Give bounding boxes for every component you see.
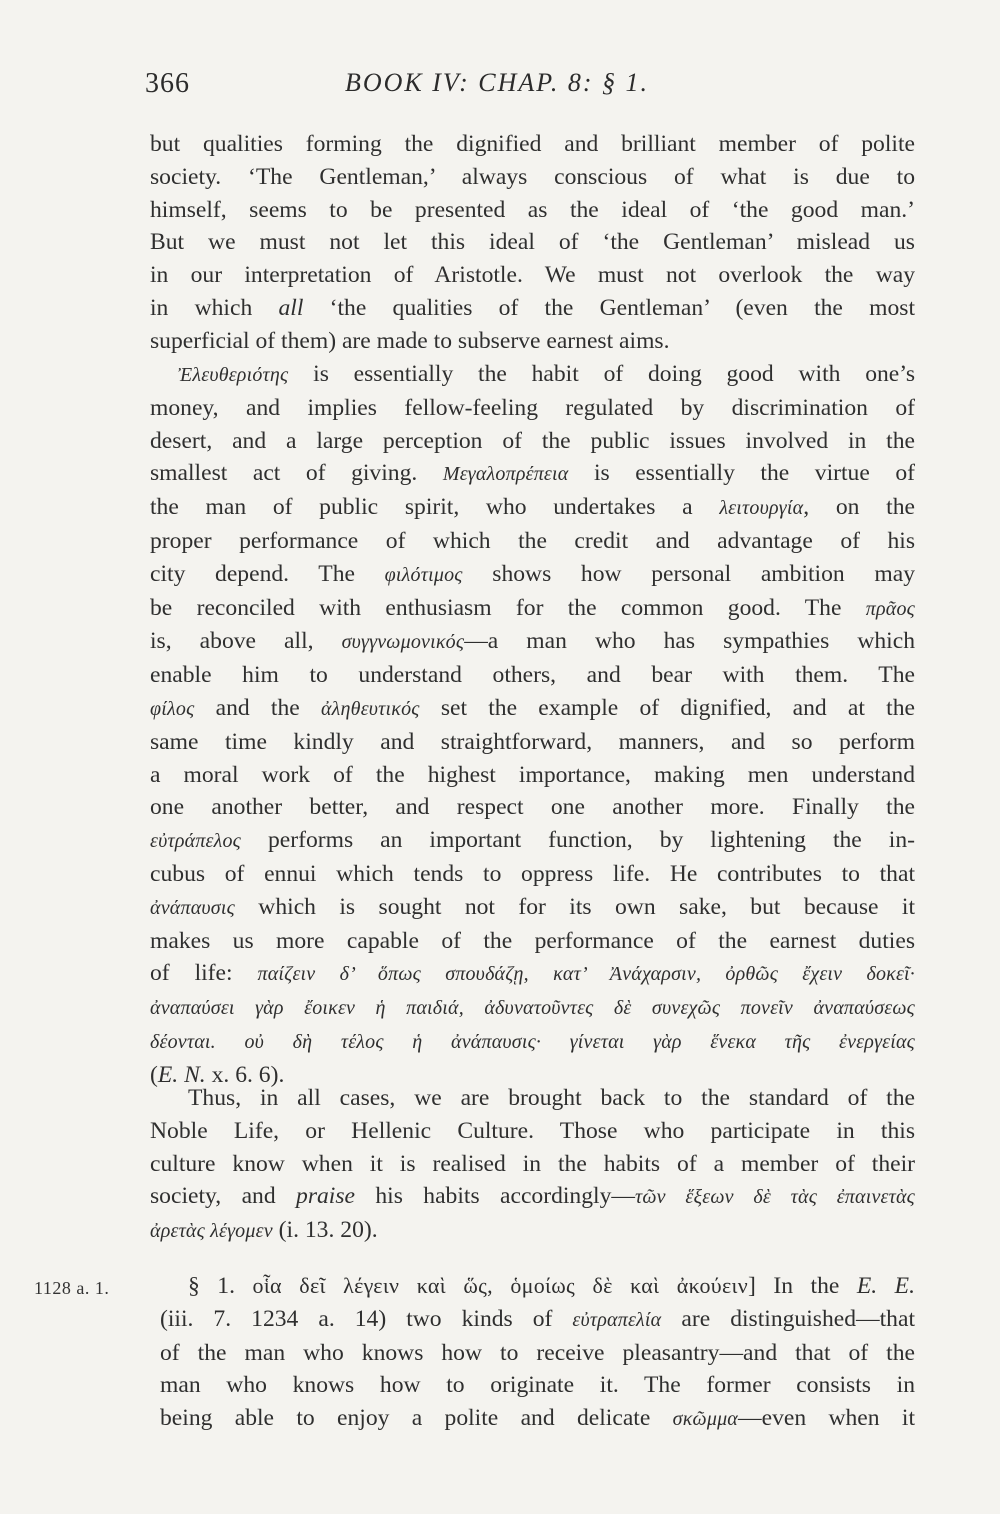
text-line [150,692,915,726]
text-run: city depend. The [150,560,385,587]
text-line [150,457,915,491]
text-line: but qualities forming the dignified and brilliant member of polite [150,131,915,157]
greek-term: φιλότιμος [384,563,463,586]
text-line: superficial of them) are made to subserve earnest aims. [150,327,670,354]
paragraph-1 [150,128,915,358]
paragraph-2 [150,358,915,1092]
paragraph-3 [150,1082,915,1248]
text-run: be reconciled with enthusiasm for the common good. The [150,594,866,621]
commentary-note [160,1270,915,1436]
text-line [160,1402,915,1436]
text-run: which is sought not for its own sake, but because it [234,893,915,920]
text-run: —a man who has sympathies which [464,628,915,655]
text-run: of life: [150,960,258,987]
greek-term: ἀνάπαυσις [150,896,235,919]
text-line [150,1214,915,1248]
text-line [150,491,915,525]
greek-quote: τῶν ἕξεων δὲ τὰς ἐπαινετὰς [634,1186,915,1209]
lemma-greek: οἷα δεῖ λέγειν καὶ ὥς, ὁμοίως δὲ καὶ ἀκούειν [252,1273,748,1298]
text-run: , on the [803,494,915,521]
text-run: society, and [150,1183,297,1210]
text-line [150,625,915,659]
text-run: his habits accordingly— [355,1183,635,1210]
running-head [145,68,915,108]
text-line [150,1180,915,1214]
text-run: —even when it [738,1405,915,1432]
greek-term: συγγνωμονικός [341,631,465,654]
text-run: being able to enjoy a polite and delicate [160,1405,673,1432]
text-run: performs an important function, by lightening the in- [241,827,915,854]
text-run: are distinguished—that [661,1305,915,1332]
text-run: is essentially the habit of doing good with one’s [288,361,915,387]
text-line: society. ‘The Gentleman,’ always conscious of what is due to [150,163,915,190]
italic-word: praise [296,1183,355,1210]
text-line: a moral work of the highest importance, making men understand [150,761,915,788]
text-line: one another better, and respect one another more. Finally the [150,794,915,821]
text-line [150,1025,915,1059]
text-line: But we must not let this ideal of ‘the Gentleman’ mislead us [150,229,915,256]
text-line: money, and implies fellow-feeling regulated by discrimination of [150,394,915,421]
text-run: is, above all, [150,628,342,655]
citation-abbrev: E. N. [157,1061,206,1088]
greek-term: ἀληθευτικός [320,697,420,720]
text-line [150,592,915,626]
text-run: smallest act of giving. [150,460,443,487]
text-line: in our interpretation of Aristotle. We must not overlook the way [150,262,915,289]
text-line: man who knows how to originate it. The former consists in [160,1372,915,1399]
marginal-reference: 1128 a. 1. [34,1278,110,1298]
text-line: enable him to understand others, and bear with them. The [150,662,915,689]
section-mark: § 1. [188,1273,253,1299]
text-line [160,1303,915,1337]
text-line: culture know when it is realised in the habits of a member of their [150,1150,915,1177]
text-line [160,1270,915,1303]
chapter-title: BOOK IV: CHAP. 8: § 1. [345,68,649,97]
text-run: the man of public spirit, who undertakes a [150,494,720,521]
greek-term: πρᾶος [865,597,915,620]
italic-word: all [278,294,304,321]
text-run: (iii. 7. 1234 a. 14) two kinds of [160,1305,573,1332]
text-run: ] In the [747,1273,857,1299]
greek-term: Ἐλευθεριότης [178,364,289,386]
greek-quote: παίζειν δ’ ὅπως σπουδάζῃ, κατ’ Ἀνάχαρσιν, ὀρθῶς ἔχειν δοκεῖ· [257,963,915,986]
text-run: ‘the qualities of the Gentleman’ (even the most [303,294,915,321]
text-line [150,991,915,1025]
text-line: Noble Life, or Hellenic Culture. Those who participate in this [150,1117,915,1144]
greek-quote: δέονται. οὐ δὴ τέλος ἡ ἀνάπαυσις· γίνεται γὰρ ἕνεκα τῆς ἐνεργείας [150,1030,915,1053]
greek-term: λειτουργία [719,497,804,520]
greek-term: εὐτραπελία [572,1308,662,1331]
text-line [150,957,915,991]
text-run: ( [150,1061,158,1088]
greek-quote: ἀναπαύσει γὰρ ἔοικεν ἡ παιδιά, ἀδυνατοῦντες δὲ συνεχῶς πονεῖν ἀναπαύσεως [150,997,915,1020]
page-number: 366 [145,68,190,99]
text-run: set the example of dignified, and at the [419,694,915,721]
text-run: in which [150,294,279,321]
text-run: (i. 13. 20). [272,1217,378,1244]
text-line: proper performance of which the credit and advantage of his [150,527,915,554]
text-line: of the man who knows how to receive pleasantry—and that of the [160,1339,915,1366]
text-line: same time kindly and straightforward, manners, and so perform [150,728,915,755]
text-line: makes us more capable of the performance of the earnest duties [150,927,915,954]
text-line: Thus, in all cases, we are brought back to the standard of the [188,1085,915,1111]
greek-quote: ἀρετὰς λέγομεν [150,1220,273,1243]
greek-term: φίλος [150,697,195,720]
text-line: himself, seems to be presented as the ideal of ‘the good man.’ [150,196,915,223]
text-run: is essentially the virtue of [568,460,915,487]
text-line: desert, and a large perception of the public issues involved in the [150,427,915,454]
text-line [150,558,915,592]
text-line [150,358,915,392]
text-line [150,824,915,858]
greek-term: σκῶμμα [672,1408,739,1431]
greek-term: εὐτράπελος [150,830,241,853]
text-run: x. 6. 6). [205,1061,285,1088]
text-run: shows how personal ambition may [462,560,915,587]
greek-term: Μεγαλοπρέπεια [442,463,569,486]
text-line: cubus of ennui which tends to oppress life. He contributes to that [150,860,915,887]
text-line [150,891,915,925]
citation-abbrev: E. E. [856,1273,915,1299]
text-line [150,292,915,325]
text-run: and the [194,694,321,721]
